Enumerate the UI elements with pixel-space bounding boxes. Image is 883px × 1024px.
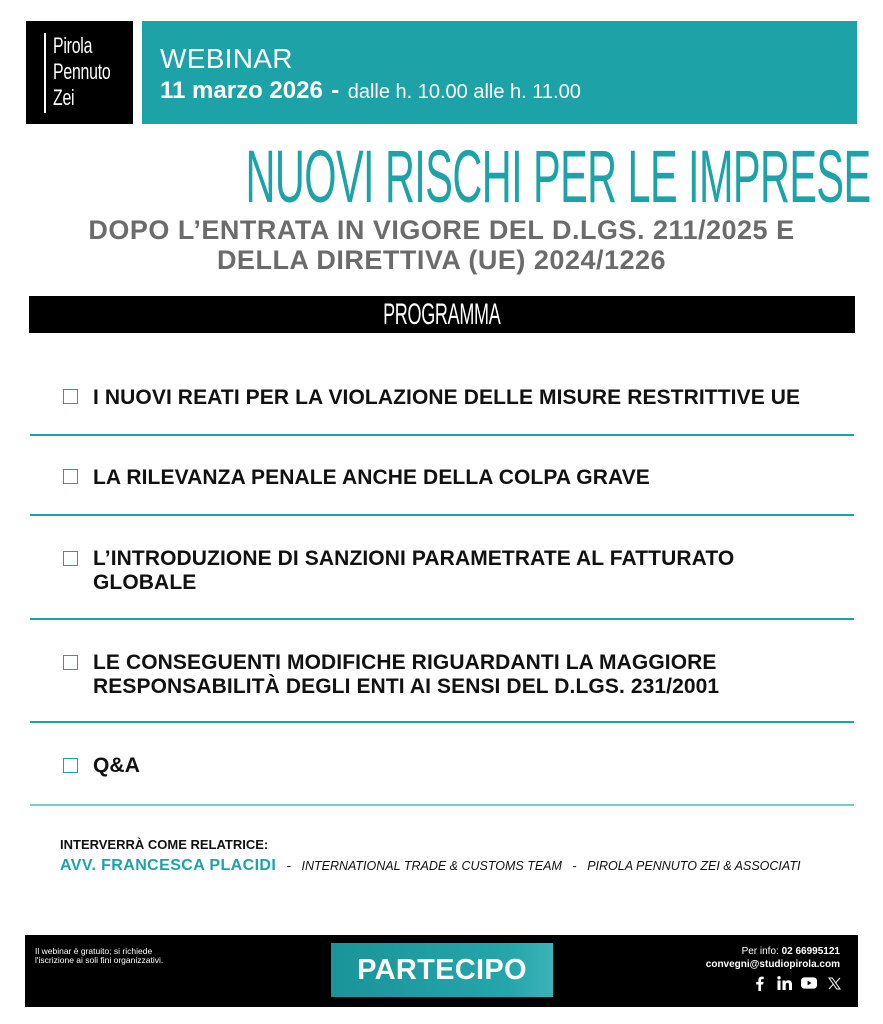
linkedin-icon[interactable] bbox=[776, 975, 792, 991]
divider bbox=[30, 514, 854, 516]
registration-note bbox=[35, 947, 215, 965]
page-title bbox=[0, 135, 883, 218]
checkbox-icon bbox=[63, 551, 78, 566]
logo-divider bbox=[44, 33, 46, 113]
subtitle-line: DELLA DIRETTIVA (UE) 2024/1226 bbox=[216, 245, 667, 275]
separator: - bbox=[572, 858, 577, 873]
logo-line: Pennuto bbox=[53, 59, 111, 84]
divider bbox=[30, 434, 854, 436]
agenda-item-text: LE CONSEGUENTI MODIFICHE RIGUARDANTI LA MAGGIORE RESPONSABILITÀ DEGLI ENTI AI SENSI DEL D.LGS. 231/2001 bbox=[93, 651, 720, 698]
agenda-item-text: L’INTRODUZIONE DI SANZIONI PARAMETRATE AL FATTURATO GLOBALE bbox=[93, 547, 735, 594]
agenda-item-text: LA RILEVANZA PENALE ANCHE DELLA COLPA GRAVE bbox=[93, 466, 650, 489]
social-links bbox=[751, 975, 842, 991]
checkbox-icon bbox=[63, 389, 78, 404]
programma-heading bbox=[29, 296, 855, 333]
speaker-firm: PIROLA PENNUTO ZEI & ASSOCIATI bbox=[587, 859, 801, 873]
speaker-name: AVV. FRANCESCA PLACIDI bbox=[60, 857, 277, 874]
logo-line: Pirola bbox=[53, 33, 93, 58]
divider bbox=[30, 618, 854, 620]
facebook-icon[interactable] bbox=[751, 975, 767, 991]
divider bbox=[30, 721, 854, 723]
youtube-icon[interactable] bbox=[801, 975, 817, 991]
event-kind: WEBINAR bbox=[160, 43, 293, 74]
info-label: Per info: bbox=[741, 946, 779, 957]
programma-heading-text: PROGRAMMA bbox=[383, 298, 501, 331]
separator: - bbox=[331, 77, 340, 104]
email-link[interactable]: convegni@studiopirola.com bbox=[705, 959, 840, 970]
page-subtitle bbox=[0, 215, 883, 275]
partecipo-button[interactable]: PARTECIPO bbox=[331, 943, 553, 997]
logo-line: Zei bbox=[53, 85, 75, 110]
checkbox-icon bbox=[63, 758, 78, 773]
divider bbox=[30, 804, 854, 806]
subtitle-line: DOPO L’ENTRATA IN VIGORE DEL D.LGS. 211/2025 E bbox=[88, 215, 795, 245]
contact-info bbox=[706, 945, 840, 971]
speaker-line bbox=[60, 857, 800, 875]
header-band bbox=[142, 21, 857, 124]
page-title-text: NUOVI RISCHI PER LE IMPRESE bbox=[245, 135, 871, 218]
agenda-item-text: I NUOVI REATI PER LA VIOLAZIONE DELLE MISURE RESTRITTIVE UE bbox=[93, 386, 801, 409]
note-line: Il webinar è gratuito; si richiede bbox=[35, 946, 153, 956]
speaker-team: INTERNATIONAL TRADE & CUSTOMS TEAM bbox=[301, 859, 562, 873]
note-line: l'iscrizione ai soli fini organizzativi. bbox=[35, 955, 164, 965]
speaker-label: INTERVERRÀ COME RELATRICE: bbox=[60, 837, 269, 852]
logo-wordmark bbox=[53, 33, 111, 111]
checkbox-icon bbox=[63, 655, 78, 670]
separator: - bbox=[286, 858, 292, 873]
x-icon[interactable] bbox=[826, 975, 842, 991]
logo bbox=[26, 21, 133, 124]
event-date: 11 marzo 2026 bbox=[160, 77, 323, 104]
event-time: dalle h. 10.00 alle h. 11.00 bbox=[347, 81, 581, 103]
event-when bbox=[160, 77, 581, 105]
phone-number[interactable]: 02 66995121 bbox=[781, 946, 840, 957]
footer bbox=[25, 935, 858, 1007]
agenda-item-text: Q&A bbox=[93, 754, 140, 777]
checkbox-icon bbox=[63, 469, 78, 484]
